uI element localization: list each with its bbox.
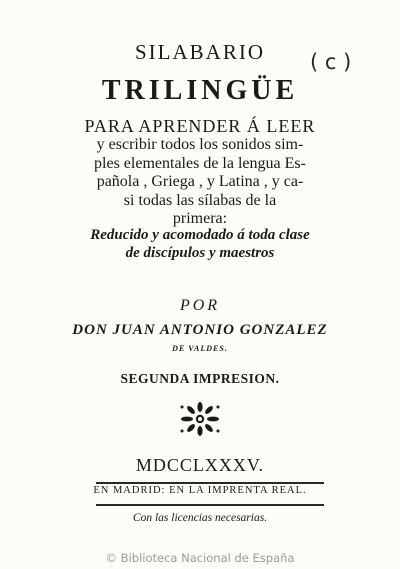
subtitle-line: de discípulos y maestros (125, 245, 275, 261)
description-line: ples elementales de la lengua Es- (94, 154, 306, 172)
description-line: si todas las sílabas de la (123, 191, 277, 209)
title-line-2: TRILINGÜE (101, 75, 299, 106)
library-credit: © Biblioteca Nacional de España (105, 551, 295, 565)
licenses-line: Con las licencias necesarias. (132, 512, 268, 524)
title-line-1: SILABARIO (134, 40, 265, 64)
handwritten-shelfmark: ( c ) (310, 50, 352, 74)
imprint-rule-top (96, 482, 324, 484)
description-line: primera: (172, 210, 228, 227)
description-block (0, 136, 400, 229)
subtitle-block (0, 226, 400, 262)
author-surname: DE VALDES. (172, 344, 228, 353)
description-line: pañola , Griega , y Latina , y ca- (96, 173, 304, 190)
edition-statement: SEGUNDA IMPRESION. (120, 371, 280, 386)
imprint-rule-bottom (96, 504, 324, 506)
title-line-3: PARA APRENDER Á LEER (84, 116, 316, 136)
publication-year: MDCCLXXXV. (135, 455, 265, 475)
imprint-line: EN MADRID: EN LA IMPRENTA REAL. (93, 485, 307, 496)
author-name: DON JUAN ANTONIO GONZALEZ (72, 322, 328, 338)
printers-flower-ornament-icon (178, 401, 222, 437)
subtitle-line: Reducido y acomodado á toda clase (90, 227, 310, 243)
description-line: y escribir todos los sonidos sim- (96, 136, 304, 153)
byline-por: POR (179, 297, 221, 314)
